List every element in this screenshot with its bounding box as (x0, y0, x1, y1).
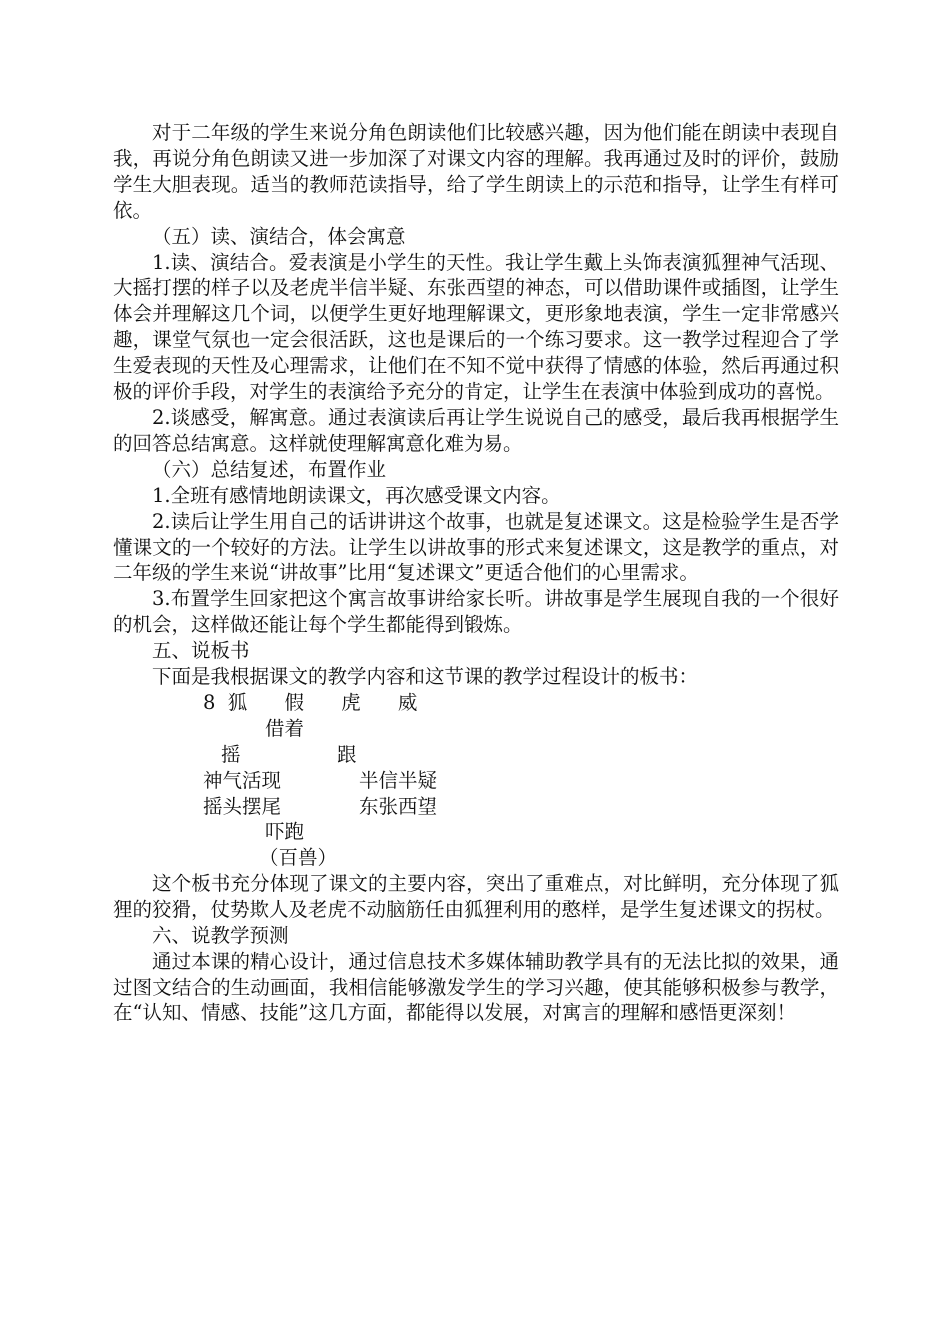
paragraph-homework: 3.布置学生回家把这个寓言故事讲给家长听。讲故事是学生展现自我的一个很好的机会，这样做还能让每个学生都能得到锻炼。 (113, 587, 839, 637)
section-heading-prediction: 六、说教学预测 (152, 923, 289, 947)
paragraph-class-reading: 1.全班有感情地朗读课文，再次感受课文内容。 (152, 483, 561, 507)
board-line-beasts: （百兽） (259, 845, 338, 869)
board-line-borrow: 借着 (265, 716, 305, 740)
board-line-scare: 吓跑 (265, 819, 305, 843)
paragraph-board-summary: 这个板书充分体现了课文的主要内容，突出了重难点，对比鲜明，充分体现了狐狸的狡猾，仗势欺人及老虎不动脑筋任由狐狸利用的憨样，是学生复述课文的拐杖。 (113, 871, 839, 921)
board-left-headshake: 摇头摆尾 (203, 794, 282, 818)
paragraph-board-intro: 下面是我根据课文的教学内容和这节课的教学过程设计的板书： (152, 665, 699, 689)
paragraph-feelings: 2.谈感受，解寓意。通过表演读后再让学生说说自己的感受，最后我再根据学生的回答总结寓意。这样就使理解寓意化难为易。 (113, 405, 839, 455)
board-title: 8 狐 假 虎 威 (203, 690, 418, 714)
paragraph-prediction: 通过本课的精心设计，通过信息技术多媒体辅助教学具有的无法比拟的效果，通过图文结合的生动画面，我相信能够激发学生的学习兴趣，使其能够积极参与教学，在“认知、情感、技能”这几方面，都能得以发展，对寓言的理解和感悟更深刻！ (113, 949, 839, 1025)
section-heading-6: （六）总结复述，布置作业 (152, 457, 387, 481)
paragraph-read-act: 1.读、演结合。爱表演是小学生的天性。我让学生戴上头饰表演狐狸神气活现、大摇打摆的样子以及老虎半信半疑、东张西望的神态，可以借助课件或插图，让学生体会并理解这几个词，以便学生更好地理解课文，更形象地表演，学生一定非常感兴趣，课堂气氛也一定会很活跃，这也是课后的一个练习要求。这一教学过程迎合了学生爱表现的天性及心理需求，让他们在不知不觉中获得了情感的体验，然后再通过积极的评价手段，对学生的表演给予充分的肯定，让学生在表演中体验到成功的喜悦。 (113, 250, 839, 404)
section-heading-board: 五、说板书 (152, 639, 250, 663)
board-right-follow: 跟 (337, 742, 357, 766)
blackboard-design (113, 690, 839, 871)
paragraph-retell: 2.读后让学生用自己的话讲讲这个故事，也就是复述课文。这是检验学生是否学懂课文的一个较好的方法。让学生以讲故事的形式来复述课文，这是教学的重点，对二年级的学生来说“讲故事”比用“复述课文”更适合他们的心里需求。 (113, 509, 839, 585)
board-left-sway: 摇 (221, 742, 241, 766)
section-heading-5: （五）读、演结合，体会寓意 (152, 224, 406, 248)
paragraph-reading-roles: 对于二年级的学生来说分角色朗读他们比较感兴趣，因为他们能在朗读中表现自我，再说分角色朗读又进一步加深了对课文内容的理解。我再通过及时的评价，鼓励学生大胆表现。适当的教师范读指导，给了学生朗读上的示范和指导，让学生有样可依。 (113, 121, 839, 222)
document-page (113, 120, 839, 1026)
board-right-lookaround: 东张西望 (359, 794, 438, 818)
board-right-doubt: 半信半疑 (359, 768, 438, 792)
board-left-swagger: 神气活现 (203, 768, 282, 792)
